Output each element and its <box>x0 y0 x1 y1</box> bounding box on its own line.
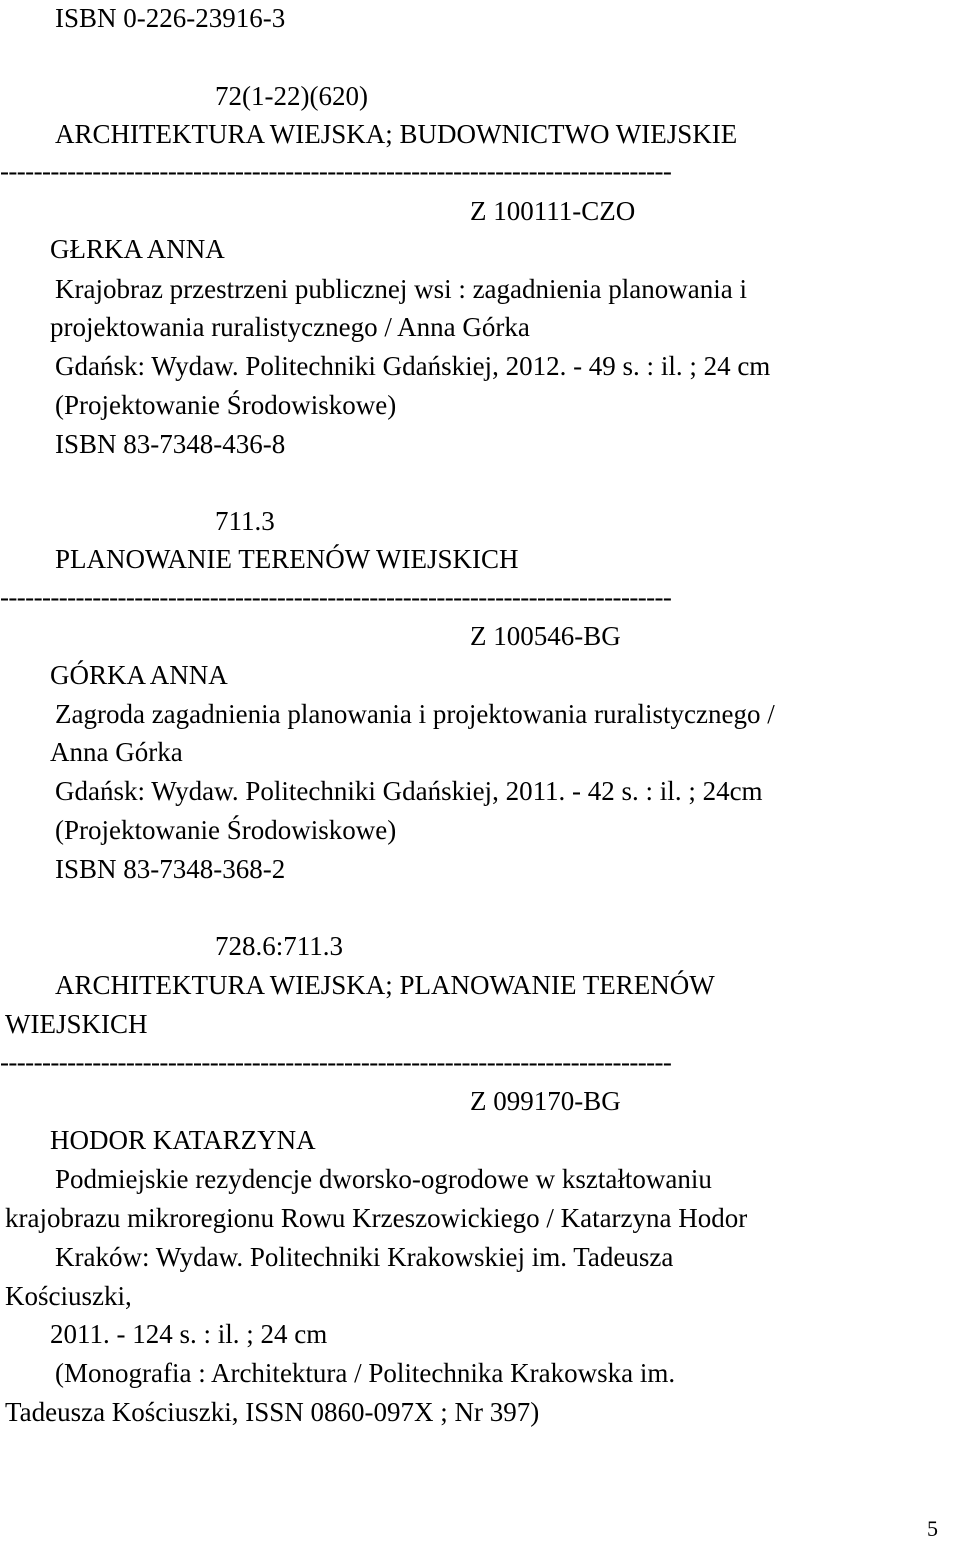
entry-separator: -------------------------------------------------------------------------------- <box>0 582 672 612</box>
entry-author: GŁRKA ANNA <box>50 234 225 264</box>
entry-subject: PLANOWANIE TERENÓW WIEJSKICH <box>55 544 519 574</box>
entry-call-number: Z 100546-BG <box>470 621 621 651</box>
entry-isbn: ISBN 83-7348-368-2 <box>55 854 286 884</box>
page-number: 5 <box>927 1516 938 1541</box>
entry-publication: Gdańsk: Wydaw. Politechniki Gdańskiej, 2011. - 42 s. : il. ; 24cm <box>55 776 763 806</box>
entry-series: (Projektowanie Środowiskowe) <box>55 815 397 845</box>
entry-call-number: Z 099170-BG <box>470 1086 621 1116</box>
entry-separator: -------------------------------------------------------------------------------- <box>0 1047 672 1077</box>
entry-title: krajobrazu mikroregionu Rowu Krzeszowickiego / Katarzyna Hodor <box>5 1203 748 1233</box>
entry-title: Krajobraz przestrzeni publicznej wsi : zagadnienia planowania i <box>55 274 747 304</box>
entry-series: (Projektowanie Środowiskowe) <box>55 390 397 420</box>
entry-publication: Kościuszki, <box>5 1281 132 1311</box>
entry-subject: ARCHITEKTURA WIEJSKA; PLANOWANIE TERENÓW <box>55 970 715 1000</box>
entry-publication: Kraków: Wydaw. Politechniki Krakowskiej im. Tadeusza <box>55 1242 674 1272</box>
entry-call-number: Z 100111-CZO <box>470 196 636 226</box>
entry-title: Podmiejskie rezydencje dworsko-ogrodowe w kształtowaniu <box>55 1164 712 1194</box>
entry-publication: 2011. - 124 s. : il. ; 24 cm <box>50 1319 328 1349</box>
entry-isbn: ISBN 83-7348-436-8 <box>55 429 286 459</box>
entry-classification: 728.6:711.3 <box>215 931 343 961</box>
entry-author: GÓRKA ANNA <box>50 660 228 690</box>
entry-series: Tadeusza Kościuszki, ISSN 0860-097X ; Nr 397) <box>5 1397 540 1427</box>
entry-subject: ARCHITEKTURA WIEJSKA; BUDOWNICTWO WIEJSKIE <box>55 119 738 149</box>
entry-separator: -------------------------------------------------------------------------------- <box>0 156 672 186</box>
entry-series: (Monografia : Architektura / Politechnika Krakowska im. <box>55 1358 676 1388</box>
entry-classification: 72(1-22)(620) <box>215 81 368 111</box>
entry-classification: 711.3 <box>215 506 275 536</box>
entry-title: Anna Górka <box>50 737 183 767</box>
entry-author: HODOR KATARZYNA <box>50 1125 316 1155</box>
entry-title: Zagroda zagadnienia planowania i projektowania ruralistycznego / <box>55 699 775 729</box>
entry-isbn: ISBN 0-226-23916-3 <box>55 3 286 33</box>
entry-subject: WIEJSKICH <box>5 1009 148 1039</box>
entry-publication: Gdańsk: Wydaw. Politechniki Gdańskiej, 2012. - 49 s. : il. ; 24 cm <box>55 351 771 381</box>
entry-title: projektowania ruralistycznego / Anna Górka <box>50 312 530 342</box>
